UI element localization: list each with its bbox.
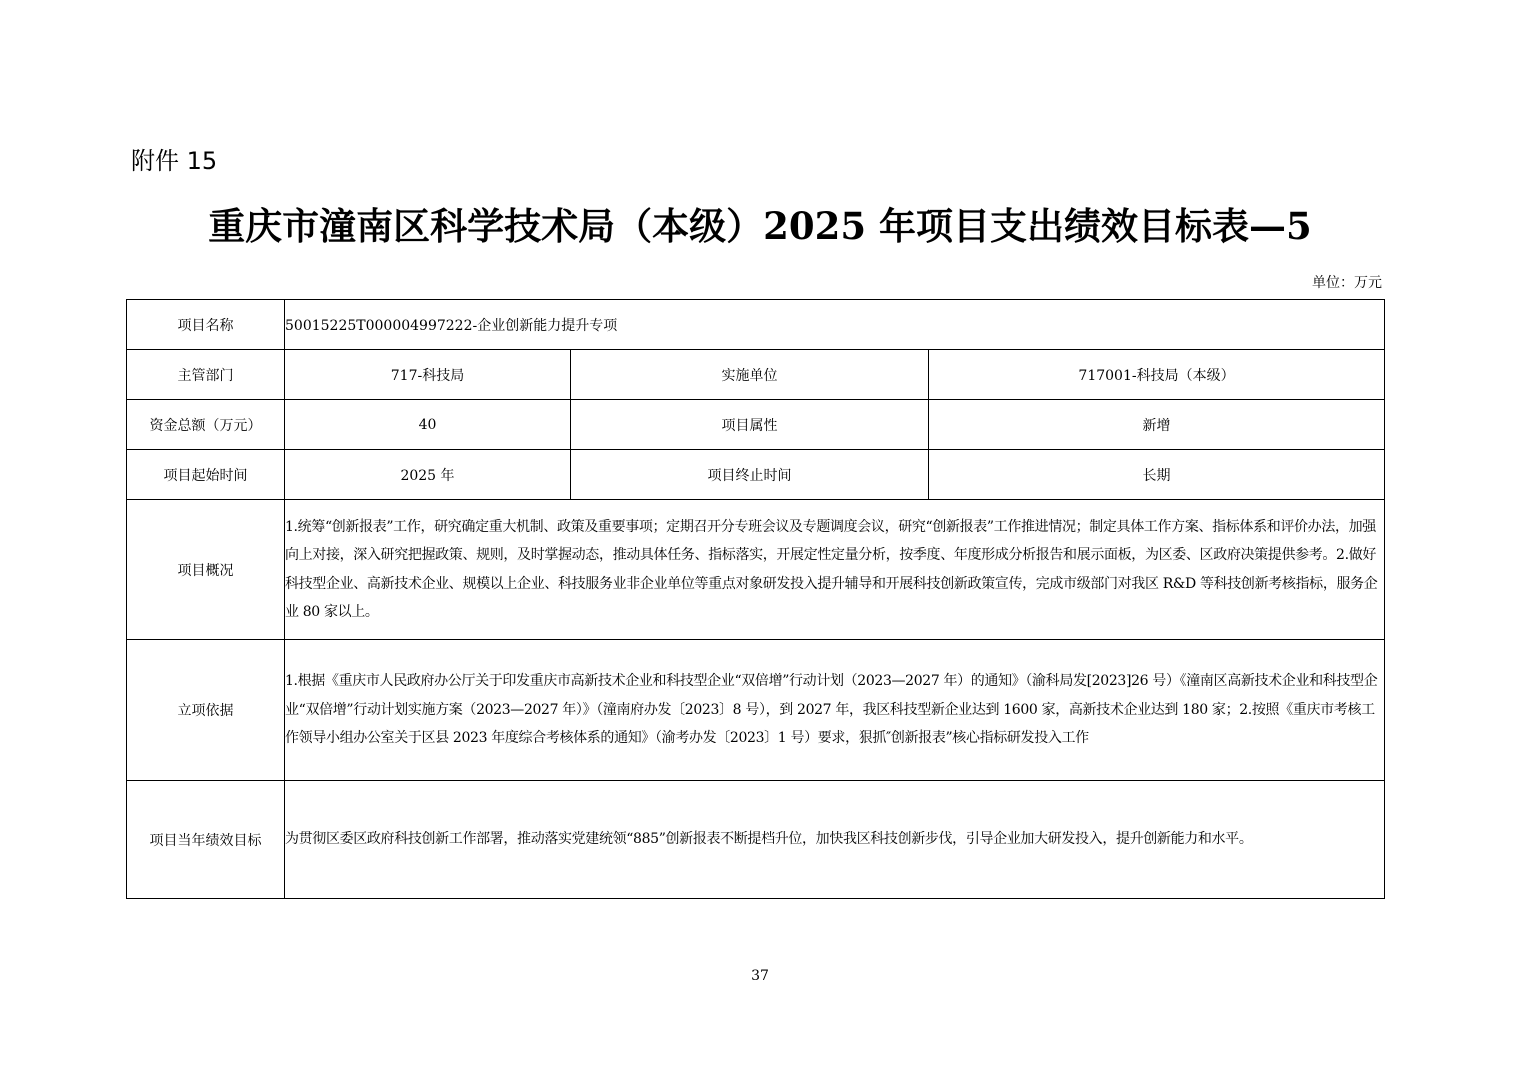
basis-label: 立项依据 [127,640,285,781]
start-time-label: 项目起始时间 [127,450,285,500]
total-funds-label: 资金总额（万元） [127,400,285,450]
table-row [127,781,1385,899]
goal-value: 为贯彻区委区政府科技创新工作部署，推动落实党建统领“885”创新报表不断提档升位，加快我区科技创新步伐，引导企业加大研发投入，提升创新能力和水平。 [285,781,1385,899]
overview-value: 1.统筹“创新报表”工作，研究确定重大机制、政策及重要事项；定期召开分专班会议及专题调度会议，研究“创新报表”工作推进情况；制定具体工作方案、指标体系和评价办法，加强向上对接，深入研究把握政策、规则，及时掌握动态，推动具体任务、指标落实，开展定性定量分析，按季度、年度形成分析报告和展示面板，为区委、区政府决策提供参考。2.做好科技型企业、高新技术企业、规模以上企业、科技服务业非企业单位等重点对象研发投入提升辅导和开展科技创新政策宣传，完成市级部门对我区 R&D 等科技创新考核指标，服务企业 80 家以上。 [285,500,1385,640]
performance-target-table [126,299,1385,899]
project-name-value: 50015225T000004997222-企业创新能力提升专项 [285,300,1385,350]
total-funds-value: 40 [285,400,571,450]
dept-value: 717-科技局 [285,350,571,400]
attachment-label: 附件 15 [131,147,218,175]
table-row [127,400,1385,450]
table-row [127,500,1385,640]
table-row [127,300,1385,350]
end-time-label: 项目终止时间 [571,450,929,500]
project-name-label: 项目名称 [127,300,285,350]
impl-unit-value: 717001-科技局（本级） [929,350,1385,400]
basis-value: 1.根据《重庆市人民政府办公厅关于印发重庆市高新技术企业和科技型企业“双倍增”行动计划（2023—2027 年）的通知》（渝科局发[2023]26 号）《潼南区高新技术企业和科技型企业“双倍增”行动计划实施方案（2023—2027 年）》（潼南府办发〔2023〕8 号），到 2027 年，我区科技型新企业达到 1600 家，高新技术企业达到 180 家；2.按照《重庆市考核工作领导小组办公室关于区县 2023 年度综合考核体系的通知》（渝考办发〔2023〕1 号）要求，狠抓″创新报表”核心指标研发投入工作 [285,640,1385,781]
end-time-value: 长期 [929,450,1385,500]
project-attr-value: 新增 [929,400,1385,450]
goal-label: 项目当年绩效目标 [127,781,285,899]
table-row [127,450,1385,500]
unit-label: 单位：万元 [1312,275,1382,291]
impl-unit-label: 实施单位 [571,350,929,400]
page-number: 37 [751,968,769,984]
overview-label: 项目概况 [127,500,285,640]
project-attr-label: 项目属性 [571,400,929,450]
document-title: 重庆市潼南区科学技术局（本级）2025 年项目支出绩效目标表—5 [208,204,1312,248]
table-row [127,350,1385,400]
start-time-value: 2025 年 [285,450,571,500]
dept-label: 主管部门 [127,350,285,400]
table-row [127,640,1385,781]
